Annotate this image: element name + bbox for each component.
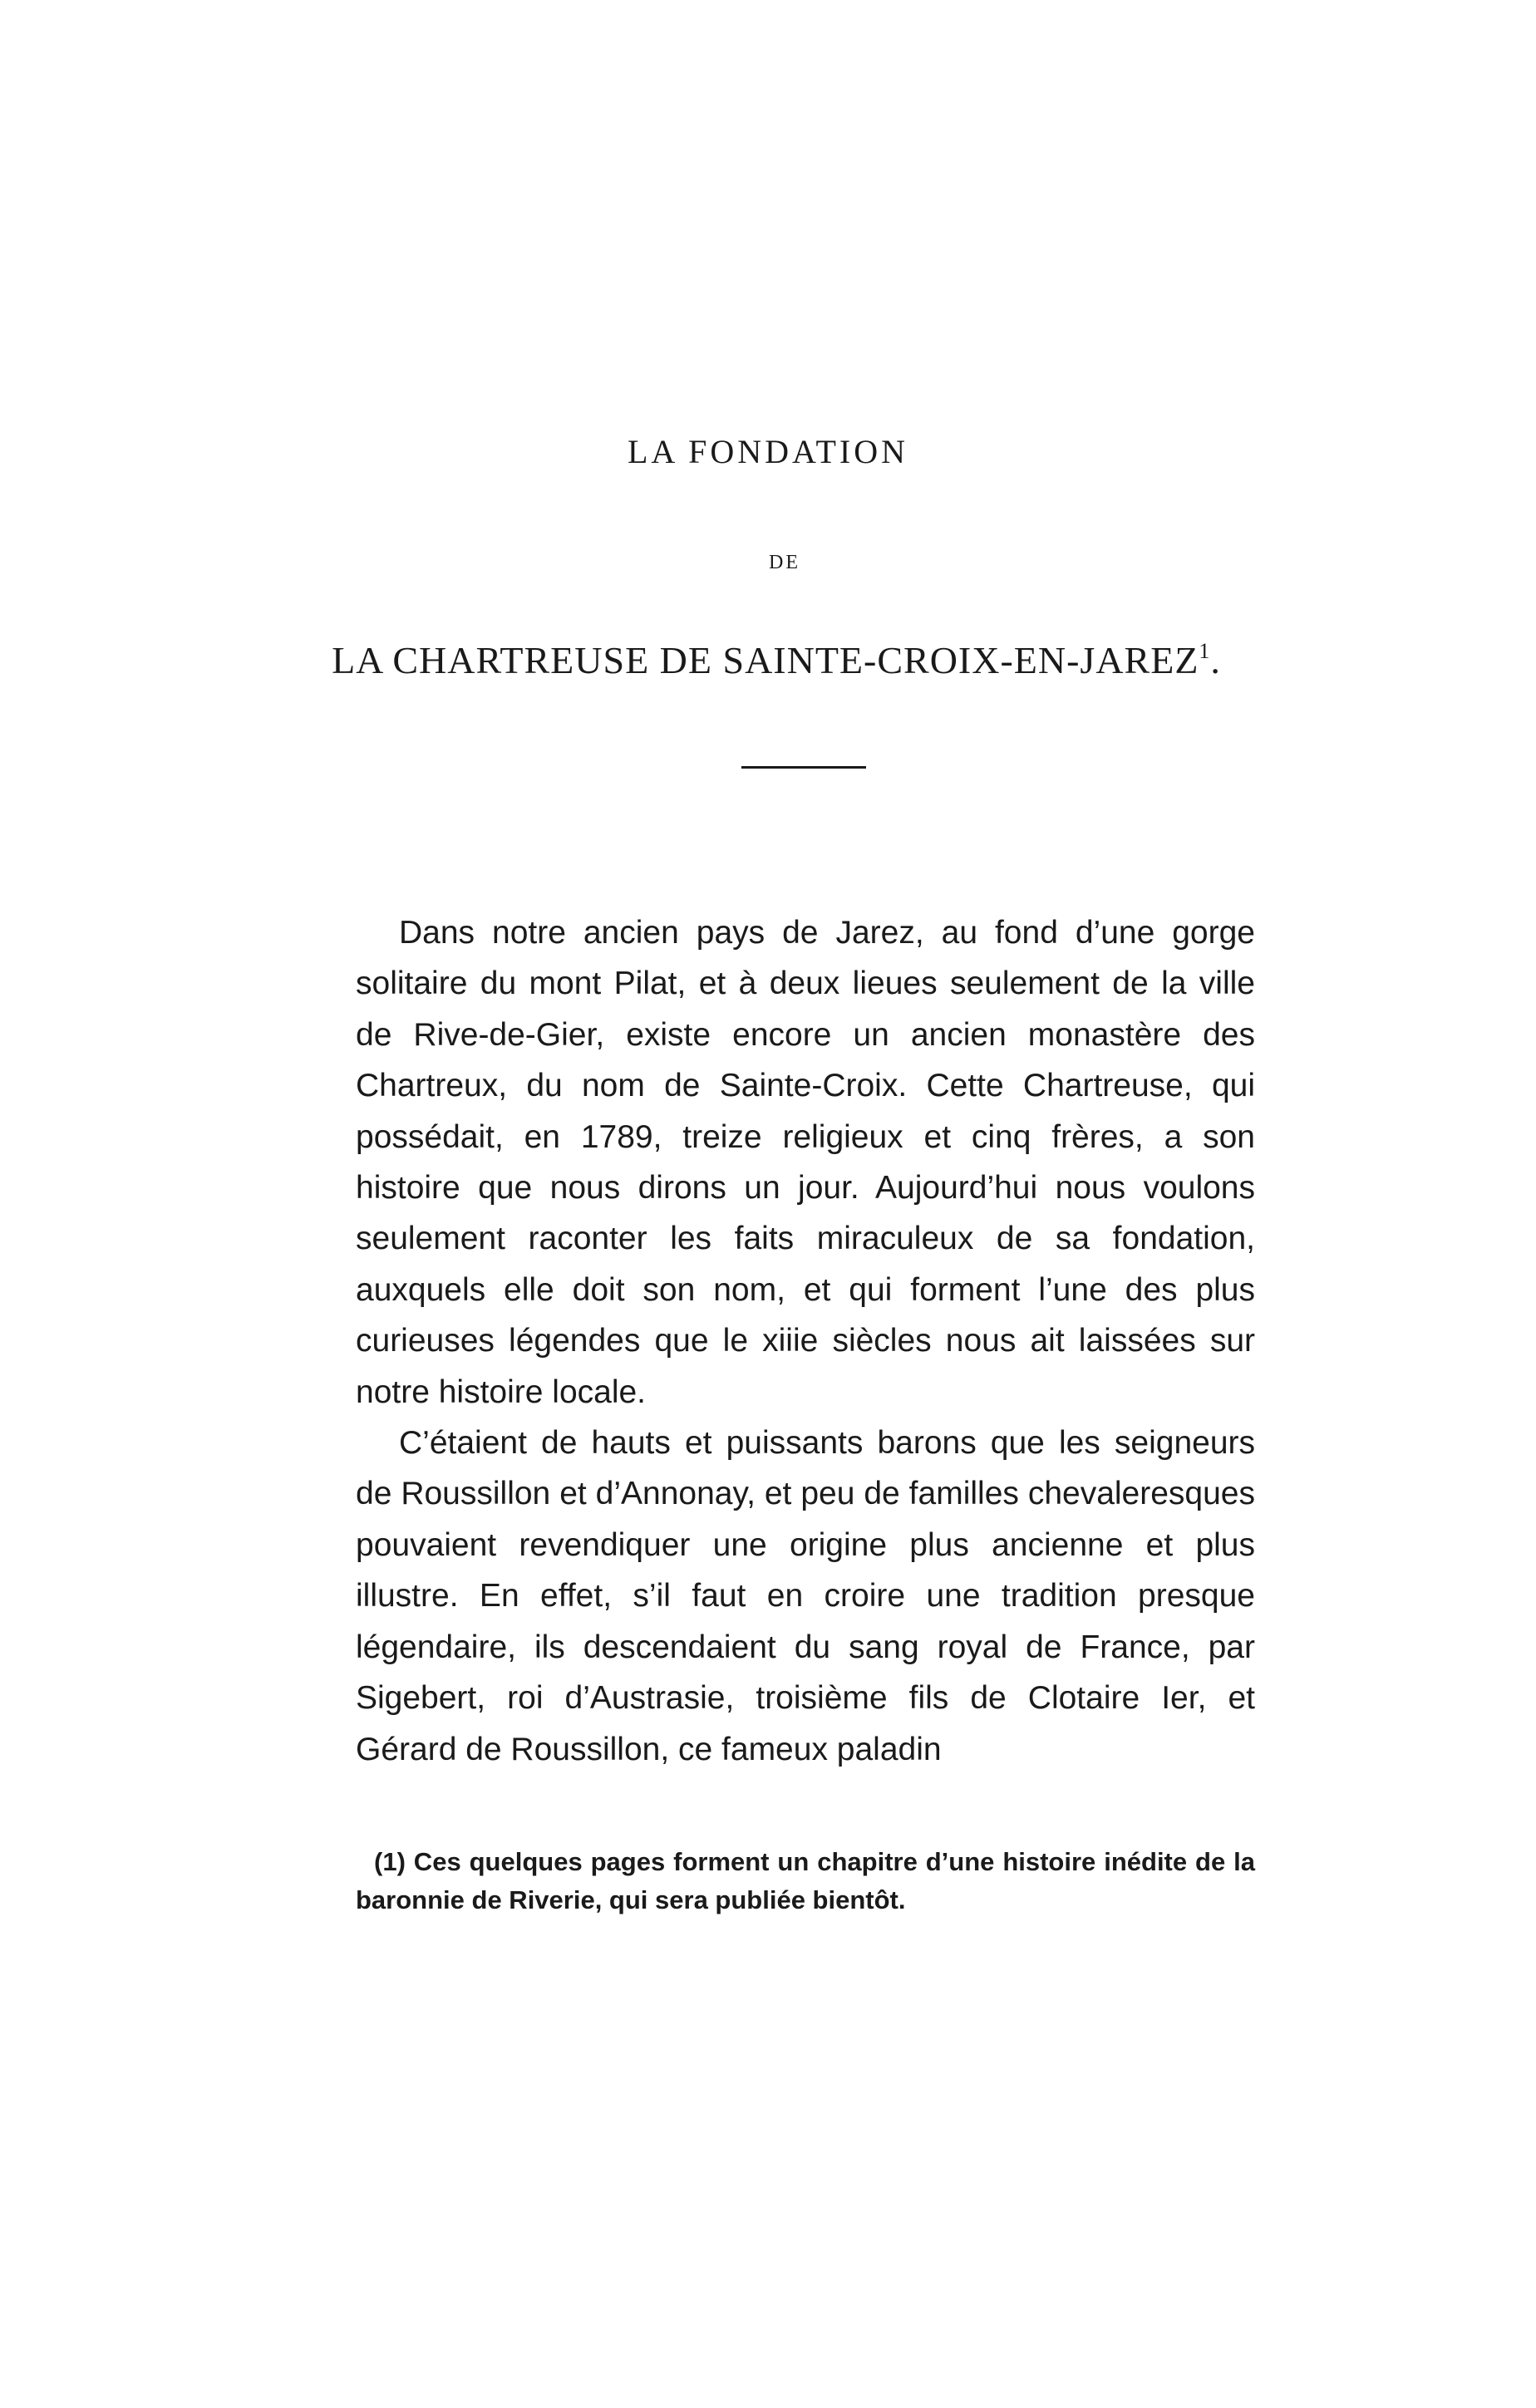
page-title: LA FONDATION — [628, 433, 908, 470]
subtitle-text: LA CHARTREUSE DE SAINTE-CROIX-EN-JAREZ — [332, 639, 1199, 681]
paragraph-2: C’étaient de hauts et puissants barons que les seigneurs de Roussillon et d’Annonay, et peu de familles chevaleresques pouvaient revendiquer une origine plus ancienne et plus illustre. En effet, s’il faut en croire une tradition presque légendaire, ils descendaient du sang royal de France, par Sigebert, roi d’Austrasie, troisième fils de Clotaire Ier, et Gérard de Roussillon, ce fameux paladin — [356, 1425, 1255, 1767]
footnote-marker: 1 — [1199, 639, 1211, 663]
paragraph-1: Dans notre ancien pays de Jarez, au fond d’une gorge solitaire du mont Pilat, et à deux lieues seulement de la ville de Rive-de-Gier, existe encore un ancien monastère des Chartreux, du nom de Sainte-Croix. Cette Chartreuse, qui possédait, en 1789, treize religieux et cinq frères, a son histoire que nous dirons un jour. Aujourd’hui nous voulons seulement raconter les faits miraculeux de sa fondation, auxquels elle doit son nom, et qui forment l’une des plus curieuses légendes que le xiiie siècles nous ait laissées sur notre histoire locale. — [356, 915, 1255, 1410]
page-subtitle: LA CHARTREUSE DE SAINTE-CROIX-EN-JAREZ$^1$. — [332, 639, 1221, 681]
footnote — [356, 1843, 1255, 1919]
footnote-text: (1) Ces quelques pages forment un chapitre d’une histoire inédite de la baronnie de Riverie, qui sera publiée bientôt. — [356, 1847, 1255, 1914]
body-text — [356, 907, 1255, 1775]
title-divider — [741, 766, 866, 769]
title-connector: DE — [769, 552, 800, 573]
